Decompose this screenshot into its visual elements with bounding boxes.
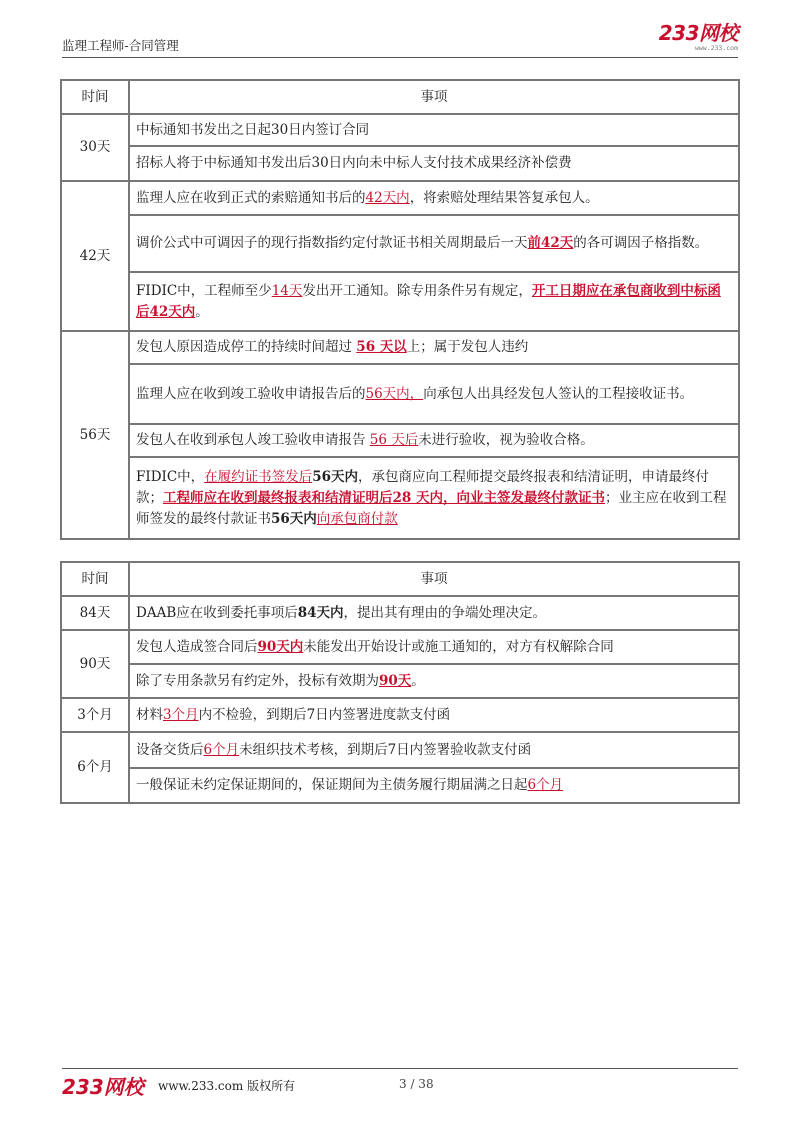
- page-header: [62, 22, 738, 58]
- item-cell: [129, 596, 739, 630]
- item-text: 84天内: [297, 604, 344, 621]
- item-cell: [129, 630, 739, 664]
- deadline-table-1: [60, 79, 740, 540]
- item-text: ，将索赔处理结果答复承包人。: [409, 189, 599, 206]
- item-text: 一般保证未约定保证期间的，保证期间为主债务履行期届满之日起: [136, 777, 528, 793]
- table-row: [61, 768, 739, 803]
- table-header-row: [61, 80, 739, 114]
- highlight-text: 前42天: [527, 235, 574, 251]
- item-text: 内不检验，到期后7日内签署进度款支付函: [198, 706, 451, 723]
- item-text: 上；属于发包人违约: [406, 339, 529, 355]
- item-cell: [129, 457, 739, 539]
- time-cell-90d: 90天: [61, 630, 129, 698]
- table-row: [61, 732, 739, 768]
- highlight-text: 56天内，: [365, 385, 424, 402]
- highlight-text: 42天内: [365, 189, 410, 206]
- table-header-row: [61, 562, 739, 596]
- item-cell: [129, 272, 739, 331]
- item-text: 未组织技术考核，到期后7日内签署验收款支付函: [239, 741, 532, 758]
- highlight-text: 6个月: [527, 777, 564, 793]
- logo-text: 233网校: [658, 21, 738, 45]
- table-row: [61, 331, 739, 364]
- highlight-text: 56 天后: [369, 432, 419, 448]
- item-text: 的各可调因子格指数。: [573, 235, 709, 251]
- highlight-text: 56 天以: [356, 339, 407, 355]
- item-text: 发包人造成签合同后: [136, 638, 258, 655]
- highlight-text: 在履约证书签发后: [204, 468, 313, 485]
- highlight-text: 14天: [271, 282, 303, 299]
- table-row: [61, 664, 739, 698]
- table-row: [61, 457, 739, 539]
- item-cell: [129, 215, 739, 272]
- item-text: 调价公式中可调因子的现行指数指约定付款证书相关周期最后一天: [136, 235, 528, 251]
- item-text: 监理人应在收到竣工验收申请报告后的: [136, 385, 366, 402]
- logo-url: www.233.com: [694, 44, 738, 52]
- item-text: 。: [195, 303, 209, 320]
- item-text: 监理人应在收到正式的索赔通知书后的: [136, 189, 366, 206]
- table-row: [61, 698, 739, 732]
- item-text: ，承包商应向工程师提交最终报表和结清证明，申请最终付款；: [136, 468, 709, 506]
- highlight-text: 90天内: [257, 638, 304, 655]
- item-cell: [129, 768, 739, 803]
- col-header-item: 事项: [129, 562, 739, 596]
- item-text: 56天内: [271, 510, 317, 527]
- time-cell-30d: 30天: [61, 114, 129, 181]
- item-text: DAAB应在收到委托事项后: [136, 604, 298, 621]
- table-row: [61, 364, 739, 424]
- item-cell: [129, 331, 739, 364]
- item-cell: 中标通知书发出之日起30日内签订合同: [129, 114, 739, 146]
- item-text: 材料: [136, 706, 163, 723]
- highlight-text: 工程师应在收到最终报表和结清证明后28 天内，向业主签发最终付款证书: [163, 489, 605, 506]
- item-text: ；业主应在收到工程师签发的最终付款证书: [136, 489, 727, 527]
- item-cell: [129, 181, 739, 215]
- item-cell: [129, 424, 739, 457]
- item-text: 。: [411, 672, 425, 689]
- item-text: 未进行验收，视为验收合格。: [418, 432, 594, 448]
- item-cell: [129, 664, 739, 698]
- table-row: [61, 114, 739, 146]
- footer-copyright: www.233.com 版权所有: [158, 1079, 296, 1093]
- col-header-time: 时间: [61, 80, 129, 114]
- table-row: [61, 630, 739, 664]
- deadline-table-2: [60, 561, 740, 804]
- table-row: [61, 215, 739, 272]
- item-text: 向承包人出具经发包人签认的工程接收证书。: [423, 385, 694, 402]
- highlight-text: 3个月: [163, 706, 199, 723]
- item-text: FIDIC中，工程师至少: [136, 282, 272, 299]
- item-cell: 招标人将于中标通知书发出后30日内向未中标人支付技术成果经济补偿费: [129, 146, 739, 181]
- item-cell: [129, 364, 739, 424]
- table-row: [61, 596, 739, 630]
- item-text: FIDIC中，: [136, 468, 205, 485]
- item-cell: [129, 732, 739, 768]
- table-row: [61, 146, 739, 181]
- item-text: 发包人原因造成停工的持续时间超过: [136, 339, 357, 355]
- page-number: 3 / 38: [399, 1077, 434, 1091]
- highlight-text: 向承包商付款: [316, 510, 398, 527]
- time-cell-84d: 84天: [61, 596, 129, 630]
- table-row: [61, 272, 739, 331]
- col-header-item: 事项: [129, 80, 739, 114]
- header-title: 监理工程师-合同管理: [62, 38, 179, 53]
- item-text: 未能发出开始设计或施工通知的，对方有权解除合同: [303, 638, 614, 655]
- item-text: 发包人在收到承包人竣工验收申请报告: [136, 432, 370, 448]
- time-cell-56d: 56天: [61, 331, 129, 539]
- item-text: 发出开工通知。除专用条件另有规定，: [302, 282, 532, 299]
- time-cell-6m: 6个月: [61, 732, 129, 803]
- brand-logo: [659, 22, 738, 52]
- item-cell: [129, 698, 739, 732]
- col-header-time: 时间: [61, 562, 129, 596]
- time-cell-42d: 42天: [61, 181, 129, 331]
- highlight-text: 90天: [379, 672, 412, 689]
- time-cell-3m: 3个月: [61, 698, 129, 732]
- highlight-text: 6个月: [203, 741, 240, 758]
- page-footer: [62, 1068, 738, 1098]
- footer-logo: 233网校: [62, 1075, 144, 1099]
- item-text: 除了专用条款另有约定外，投标有效期为: [136, 672, 379, 689]
- highlight-text: 开工日期应在承包商收到中标函后42天内: [136, 282, 721, 320]
- table-row: [61, 424, 739, 457]
- item-text: 56天内: [312, 468, 358, 485]
- item-text: ，提出其有理由的争端处理决定。: [343, 604, 547, 621]
- item-text: 设备交货后: [136, 741, 204, 758]
- table-row: [61, 181, 739, 215]
